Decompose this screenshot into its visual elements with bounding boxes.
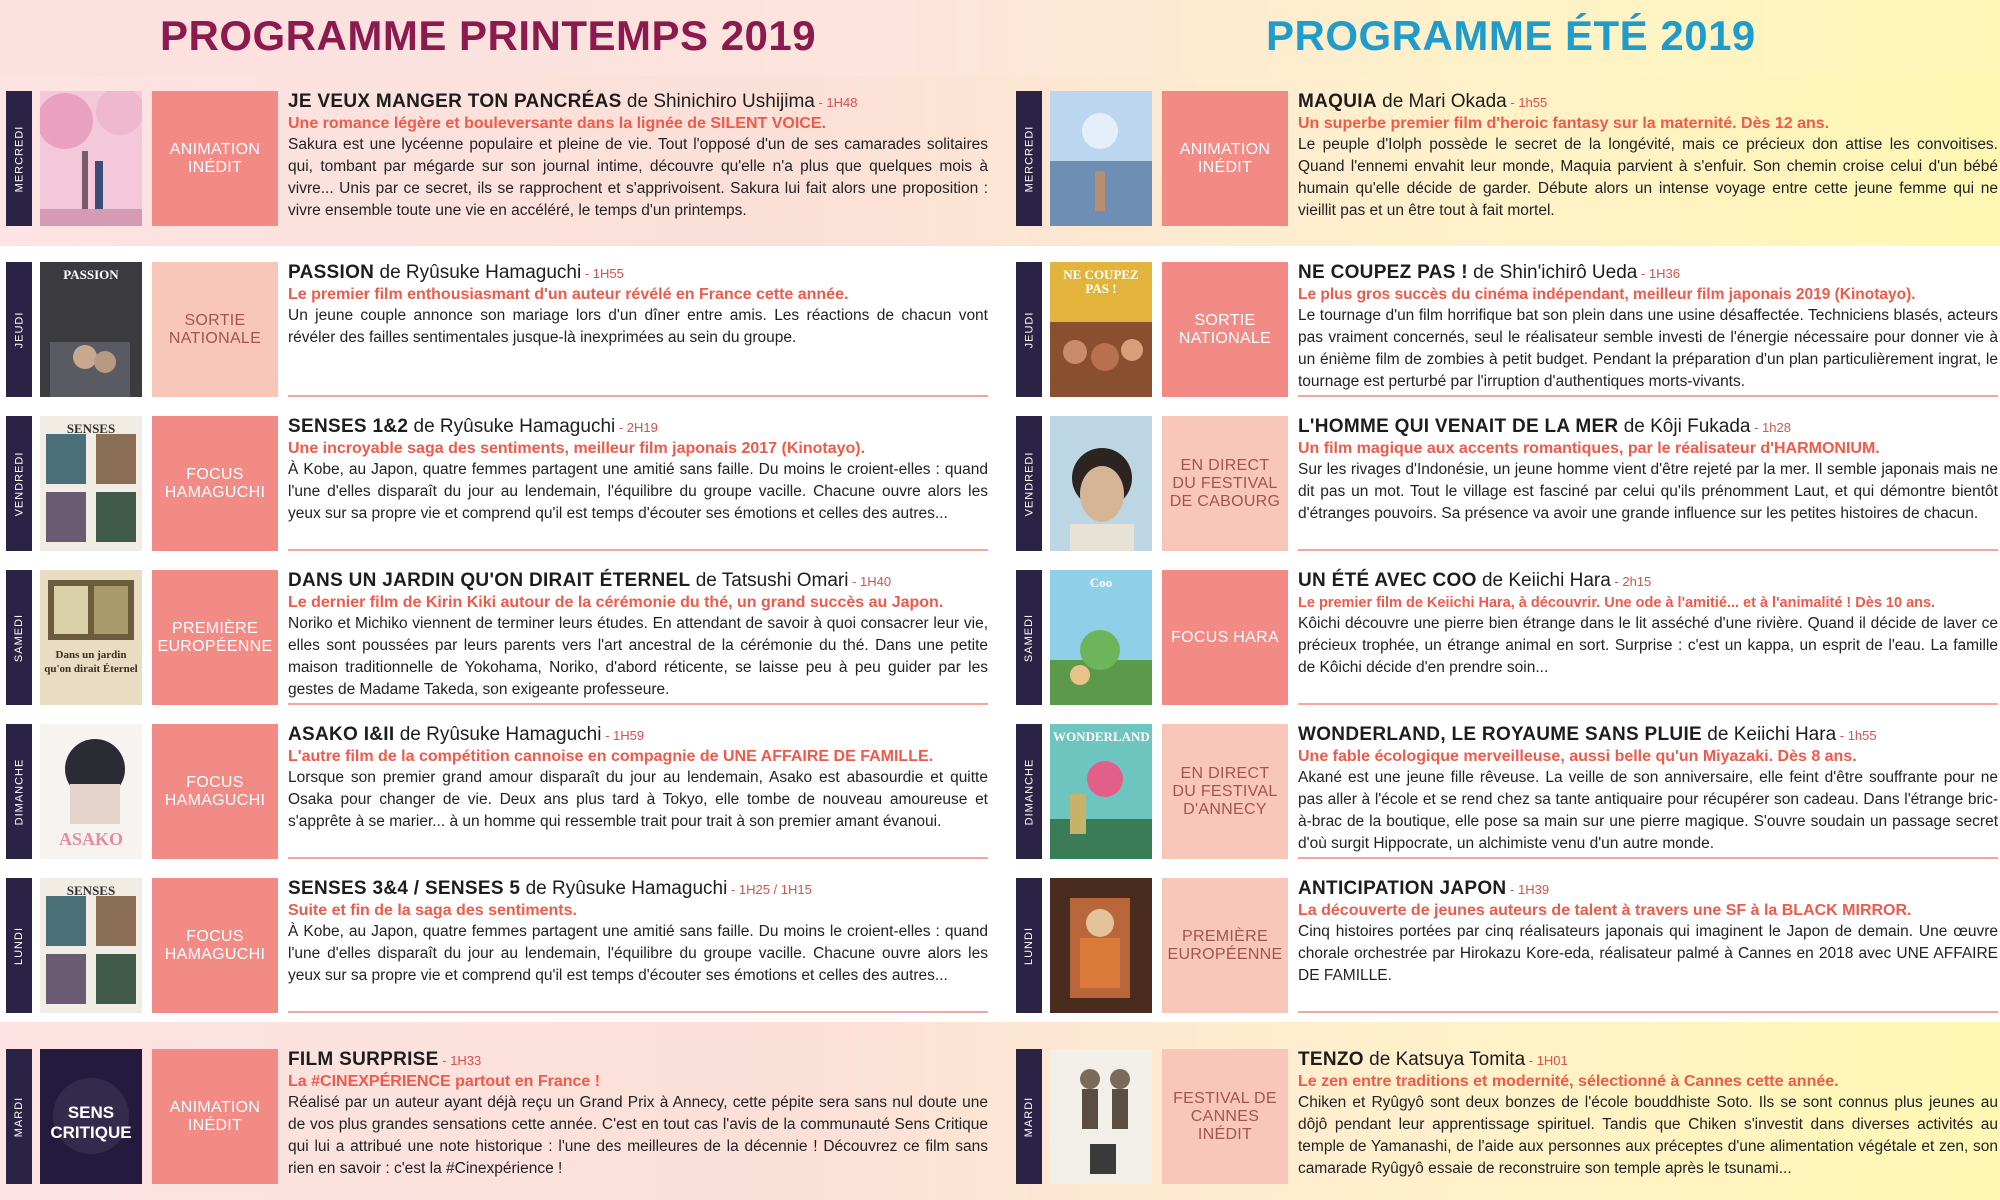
category-label: EN DIRECT DU FESTIVAL DE CABOURG: [1162, 416, 1288, 551]
category-label: FOCUS HAMAGUCHI: [152, 724, 278, 859]
film-synopsis: Sakura est une lycéenne populaire et pleine de vie. Tout l'opposé d'un de ses camarades solitaires qui, tombant par mégarde sur son journal intime, découvre qu'elle n'a plus que quelques mois à vivre... Unis par ce secret, ils se rapprochent et s'apprivoisent. Sakura lui fait alors une proposition : vivre ensemble toute une vie en accéléré, le temps d'un printemps.: [288, 136, 988, 219]
day-label-text: DIMANCHE: [1023, 758, 1036, 825]
day-label: [6, 878, 32, 1013]
film-details: [1298, 1049, 1998, 1184]
film-synopsis: Réalisé par un auteur ayant déjà reçu un Grand Prix à Annecy, cette pépite sera sans nul doute une de vos plus grandes sensations cette année. C'est en tout cas l'avis de la communauté Sens Critique qui lui a attribué une note historique : l'une des meilleures de la décennie ! Découvrez ce film sans rien en savoir : c'est la #Cinexpérience !: [288, 1094, 988, 1177]
film-poster: [1050, 1049, 1152, 1184]
film-synopsis: Le tournage d'un film horrifique bat son plein dans une usine désaffectée. Techniciens blasés, acteurs pas vraiment concernés, seul le réalisateur semble investi de l'énergie nécessaire pour donner vie à un énième film de zombies à petit budget. Pendant la préparation d'un plan particulièrement ingrat, le tournage est perturbé par l'irruption d'authentiques morts-vivants.: [1298, 307, 1998, 390]
film-heading: [1298, 878, 1998, 901]
film-synopsis: À Kobe, au Japon, quatre femmes partagent une amitié sans faille. Du moins le croient-elles : quand l'une d'elles disparaît du jour au lendemain, l'équilibre du groupe vacille. Chacune ouvre alors les yeux sur sa propre vie et comprend qu'il est temps d'écouter ses émotions et celles des autres...: [288, 461, 988, 522]
film-director: de Ryûsuke Hamaguchi: [520, 878, 728, 899]
poster-title: SENSES: [66, 883, 116, 898]
film-heading: [288, 91, 988, 114]
coo-poster-art: [1050, 570, 1152, 705]
film-title: UN ÉTÉ AVEC COO: [1298, 570, 1477, 591]
film-duration: - 1H36: [1637, 266, 1680, 281]
film-director: de Katsuya Tomita: [1363, 1049, 1526, 1070]
film-title: JE VEUX MANGER TON PANCRÉAS: [288, 91, 622, 112]
category-label: ANIMATION INÉDIT: [152, 1049, 278, 1184]
film-title: L'HOMME QUI VENAIT DE LA MER: [1298, 416, 1619, 437]
film-synopsis: Lorsque son premier grand amour disparaît du jour au lendemain, Asako est abasourdie et quitte Osaka pour changer de vie. Deux ans plus tard à Tokyo, elle tombe de nouveau amoureuse et s'apprête à se marier... à un homme qui ressemble trait pour trait à son premier amant évanoui.: [288, 769, 988, 830]
title-summer: PROGRAMME ÉTÉ 2019: [1266, 12, 1756, 59]
film-entry-left-2: [6, 416, 988, 551]
film-poster: [1050, 724, 1152, 859]
day-label-text: MERCREDI: [1023, 125, 1036, 192]
film-title: ASAKO I&II: [288, 724, 395, 745]
film-tagline: Le plus gros succès du cinéma indépendant, meilleur film japonais 2019 (Kinotayo).: [1298, 286, 1916, 303]
category-label: ANIMATION INÉDIT: [152, 91, 278, 226]
day-label-text: MERCREDI: [13, 125, 26, 192]
senses-poster-art: [40, 878, 142, 1013]
poster-title: PASSION: [63, 267, 119, 282]
senses-poster-art: [40, 416, 142, 551]
film-heading: [288, 1049, 988, 1072]
poster-title: Dans un jardin qu'on dirait Éternel: [44, 649, 138, 675]
category-label: ANIMATION INÉDIT: [1162, 91, 1288, 226]
film-tagline: La #CINEXPÉRIENCE partout en France !: [288, 1073, 601, 1090]
film-heading: [288, 878, 988, 901]
day-label-text: MARDI: [1023, 1096, 1036, 1137]
film-heading: [288, 570, 988, 593]
film-synopsis: Sur les rivages d'Indonésie, un jeune homme vient d'être rejeté par la mer. Il semble japonais mais ne dit pas un mot. Tout le village est fasciné par celui qu'ils prénomment Laut, et qui démontre bientôt d'étranges pouvoirs. Sa présence va avoir une grande influence sur les petites histoires de chacun.: [1298, 461, 1998, 522]
anime-cherry-blossom-poster-art: [40, 91, 142, 226]
film-poster: [1050, 878, 1152, 1013]
film-title: FILM SURPRISE: [288, 1049, 439, 1070]
film-heading: [1298, 262, 1998, 285]
portrait-poster-art: [1050, 416, 1152, 551]
film-title: MAQUIA: [1298, 91, 1377, 112]
film-title: ANTICIPATION JAPON: [1298, 878, 1507, 899]
category-label: PREMIÈRE EUROPÉENNE: [152, 570, 278, 705]
film-title: PASSION: [288, 262, 375, 283]
film-duration: - 1H40: [848, 574, 892, 589]
film-synopsis: Un jeune couple annonce son mariage lors d'un dîner entre amis. Les réactions de chacun vont révéler des failles sentimentales jusque-là inexprimées au sein du groupe.: [288, 307, 988, 346]
film-tagline: Une incroyable saga des sentiments, meilleur film japonais 2017 (Kinotayo).: [288, 440, 866, 457]
film-tagline: Une fable écologique merveilleuse, aussi belle qu'un Miyazaki. Dès 8 ans.: [1298, 748, 1857, 765]
film-director: de Shinichiro Ushijima: [621, 91, 815, 112]
day-label-text: MARDI: [13, 1096, 26, 1137]
film-duration: - 1H48: [814, 95, 858, 110]
film-heading: [1298, 416, 1998, 439]
poster-title: ASAKO: [58, 829, 123, 849]
day-label: [6, 416, 32, 551]
category-label: EN DIRECT DU FESTIVAL D'ANNECY: [1162, 724, 1288, 859]
film-duration: - 1h55: [1836, 728, 1877, 743]
day-label: [1016, 1049, 1042, 1184]
film-tagline: Une romance légère et bouleversante dans la lignée de SILENT VOICE.: [288, 115, 826, 132]
anticipation-poster-art: [1050, 878, 1152, 1013]
film-poster: [40, 724, 142, 859]
tenzo-poster-art: [1050, 1049, 1152, 1184]
film-entry-left-3: [6, 570, 988, 705]
film-title: TENZO: [1298, 1049, 1364, 1070]
day-label-text: VENDREDI: [13, 451, 25, 516]
film-poster: [1050, 570, 1152, 705]
film-tagline: L'autre film de la compétition cannoise en compagnie de UNE AFFAIRE DE FAMILLE.: [288, 748, 934, 765]
film-heading: [288, 724, 988, 747]
film-synopsis: Chiken et Ryûgyô sont deux bonzes de l'école bouddhiste Soto. Ils se sont connus plus jeunes au dôjô pendant leur apprentissage spirituel. Tandis que Chiken s'investit dans diverses activités au temple de Yamanashi, de l'aide aux personnes aux préceptes d'une alimentation végétale et zen, son camarade Ryûgyô essaie de reconstruire son temple après le tsunami...: [1298, 1094, 1998, 1177]
film-poster: [40, 91, 142, 226]
film-duration: - 1H25 / 1H15: [727, 882, 812, 897]
day-label-text: LUNDI: [1023, 926, 1036, 965]
day-label: [1016, 262, 1042, 397]
film-poster: [40, 1049, 142, 1184]
film-duration: - 1H55: [581, 266, 624, 281]
film-duration: - 1H01: [1525, 1053, 1568, 1068]
film-director: de Keiichi Hara: [1702, 724, 1837, 745]
day-label: [6, 262, 32, 397]
poster-title: SENSES: [66, 421, 116, 436]
film-title: NE COUPEZ PAS !: [1298, 262, 1468, 283]
film-details: [1298, 878, 1998, 1013]
film-title: WONDERLAND, LE ROYAUME SANS PLUIE: [1298, 724, 1703, 745]
film-director: de Ryûsuke Hamaguchi: [408, 416, 616, 437]
day-label-text: SAMEDI: [13, 613, 25, 662]
film-details: [288, 1049, 988, 1184]
film-heading: [1298, 570, 1998, 593]
film-tagline: Un film magique aux accents romantiques, par le réalisateur d'HARMONIUM.: [1298, 440, 1880, 457]
film-synopsis: Noriko et Michiko viennent de terminer leurs études. En attendant de savoir à quoi consacrer leur vie, elles sont poussées par leurs parents vers l'art ancestral de la cérémonie du thé. Dans une petite maison traditionnelle de Yokohama, Noriko, d'abord réticente, se laisse peu à peu guider par les gestes de Madame Takeda, son exigeante professeure.: [288, 615, 988, 698]
film-details: [288, 878, 988, 1013]
film-heading: [1298, 91, 1998, 114]
film-tagline: Le dernier film de Kirin Kiki autour de la cérémonie du thé, un grand succès au Japon.: [288, 594, 944, 611]
film-entry-right-5: [1016, 878, 1998, 1013]
day-label-text: LUNDI: [13, 926, 26, 965]
film-synopsis: Kôichi découvre une pierre bien étrange dans le lit asséché d'une rivière. Quand il décide de laver ce précieux trophée, un étrange animal en sort. Surprise : c'est un kappa, un esprit de l'eau. La famille de Kôichi décide d'en prendre soin...: [1298, 615, 1998, 676]
maquia-poster-art: [1050, 91, 1152, 226]
day-label-text: JEUDI: [13, 311, 25, 348]
film-title: DANS UN JARDIN QU'ON DIRAIT ÉTERNEL: [288, 570, 691, 591]
poster-title: WONDERLAND: [1053, 729, 1150, 744]
day-label: [1016, 416, 1042, 551]
film-details: [1298, 570, 1998, 705]
film-entry-right-4: [1016, 724, 1998, 859]
day-label-text: JEUDI: [1023, 311, 1035, 348]
film-heading: [288, 262, 988, 285]
film-heading: [288, 416, 988, 439]
film-director: de Keiichi Hara: [1476, 570, 1611, 591]
film-details: [1298, 416, 1998, 551]
film-entry-right-6: [1016, 1049, 1998, 1184]
day-label-text: SAMEDI: [1023, 613, 1035, 662]
day-label-text: VENDREDI: [1023, 451, 1035, 516]
category-label: FOCUS HAMAGUCHI: [152, 878, 278, 1013]
category-label: SORTIE NATIONALE: [152, 262, 278, 397]
category-label: FESTIVAL DE CANNES INÉDIT: [1162, 1049, 1288, 1184]
film-poster: [40, 416, 142, 551]
film-synopsis: À Kobe, au Japon, quatre femmes partagent une amitié sans faille. Du moins le croient-elles : quand l'une d'elles disparaît du jour au lendemain, l'équilibre du groupe vacille. Chacune ouvre alors les yeux sur sa propre vie et comprend qu'il est temps d'écouter ses émotions et celles des autres...: [288, 923, 988, 984]
poster-title: Coo: [1089, 575, 1113, 590]
wonderland-poster-art: [1050, 724, 1152, 859]
film-director: de Kôji Fukada: [1618, 416, 1751, 437]
film-duration: - 1H59: [601, 728, 645, 743]
title-spring: PROGRAMME PRINTEMPS 2019: [160, 12, 817, 59]
film-details: [288, 570, 988, 705]
film-synopsis: Akané est une jeune fille rêveuse. La veille de son anniversaire, elle feint d'être souffrante pour ne pas aller à l'école et se rend chez sa tante antiquaire pour récupérer son cadeau. Dans l'étrange bric-à-brac de la boutique, elle pose sa main sur une pierre magique. S'ouvre soudain un passage secret d'où surgit Hippocrate, un alchimiste venu d'un autre monde.: [1298, 769, 1998, 852]
film-details: [1298, 91, 1998, 226]
film-entry-left-0: [6, 91, 988, 226]
film-tagline: Suite et fin de la saga des sentiments.: [288, 902, 577, 919]
film-entry-left-4: [6, 724, 988, 859]
film-director: de Shin'ichirô Ueda: [1467, 262, 1638, 283]
film-entry-right-1: [1016, 262, 1998, 397]
film-duration: - 1H33: [438, 1053, 482, 1068]
day-label: [1016, 570, 1042, 705]
day-label: [1016, 91, 1042, 226]
film-entry-right-0: [1016, 91, 1998, 226]
film-details: [1298, 724, 1998, 859]
film-poster: [40, 262, 142, 397]
film-duration: - 2h15: [1610, 574, 1652, 589]
day-label: [6, 724, 32, 859]
poster-title: NE COUPEZ PAS !: [1063, 267, 1139, 296]
film-tagline: Le zen entre traditions et modernité, sélectionné à Cannes cette année.: [1298, 1073, 1839, 1090]
film-director: de Mari Okada: [1376, 91, 1507, 112]
film-tagline: Un superbe premier film d'heroic fantasy sur la maternité. Dès 12 ans.: [1298, 115, 1830, 132]
day-label: [1016, 724, 1042, 859]
day-label-text: DIMANCHE: [13, 758, 26, 825]
film-details: [1298, 262, 1998, 397]
film-tagline: Le premier film de Keiichi Hara, à découvrir. Une ode à l'amitié... et à l'animalité ! Dès 10 ans.: [1298, 595, 1936, 611]
film-duration: - 1H39: [1506, 882, 1550, 897]
film-poster: [40, 878, 142, 1013]
film-entry-left-6: [6, 1049, 988, 1184]
film-poster: [1050, 91, 1152, 226]
film-duration: - 1h55: [1506, 95, 1548, 110]
film-title: SENSES 1&2: [288, 416, 409, 437]
film-tagline: Le premier film enthousiasmant d'un auteur révélé en France cette année.: [288, 286, 849, 303]
film-title: SENSES 3&4 / SENSES 5: [288, 878, 521, 899]
film-synopsis: Cinq histoires portées par cinq réalisateurs japonais qui imaginent le Japon de demain. Une œuvre chorale orchestrée par Hirokazu Kore-eda, réalisateur palmé à Cannes en 2018 avec UNE AFFAIRE DE FAMILLE.: [1298, 923, 1998, 984]
passion-poster-art: [40, 262, 142, 397]
category-label: FOCUS HAMAGUCHI: [152, 416, 278, 551]
film-entry-right-2: [1016, 416, 1998, 551]
film-details: [288, 416, 988, 551]
film-poster: [1050, 262, 1152, 397]
category-label: SORTIE NATIONALE: [1162, 262, 1288, 397]
day-label: [1016, 878, 1042, 1013]
category-label: PREMIÈRE EUROPÉENNE: [1162, 878, 1288, 1013]
film-duration: - 1h28: [1750, 420, 1791, 435]
day-label: [6, 91, 32, 226]
film-details: [288, 724, 988, 859]
film-entry-left-1: [6, 262, 988, 397]
poster-title: SENS CRITIQUE: [50, 1103, 132, 1142]
film-duration: - 2H19: [615, 420, 658, 435]
film-entry-left-5: [6, 878, 988, 1013]
film-director: de Tatsushi Omari: [690, 570, 849, 591]
film-poster: [40, 570, 142, 705]
day-label: [6, 1049, 32, 1184]
film-heading: [1298, 1049, 1998, 1072]
film-tagline: La découverte de jeunes auteurs de talent à travers une SF à la BLACK MIRROR.: [1298, 902, 1912, 919]
jardin-eternel-poster-art: [40, 570, 142, 705]
film-details: [288, 91, 988, 226]
film-director: de Ryûsuke Hamaguchi: [394, 724, 602, 745]
film-entry-right-3: [1016, 570, 1998, 705]
film-director: de Ryûsuke Hamaguchi: [374, 262, 582, 283]
category-label: FOCUS HARA: [1162, 570, 1288, 705]
film-heading: [1298, 724, 1998, 747]
film-details: [288, 262, 988, 397]
film-poster: [1050, 416, 1152, 551]
day-label: [6, 570, 32, 705]
film-synopsis: Le peuple d'Iolph possède le secret de la longévité, mais ce précieux don attise les convoitises. Quand l'ennemi envahit leur monde, Maquia parvient à s'enfuir. Son chemin croise celui d'un bébé humain qu'elle décide de garder. Débute alors un intense voyage entre cette jeune femme qui ne vieillit pas et un être tout à fait mortel.: [1298, 136, 1998, 219]
